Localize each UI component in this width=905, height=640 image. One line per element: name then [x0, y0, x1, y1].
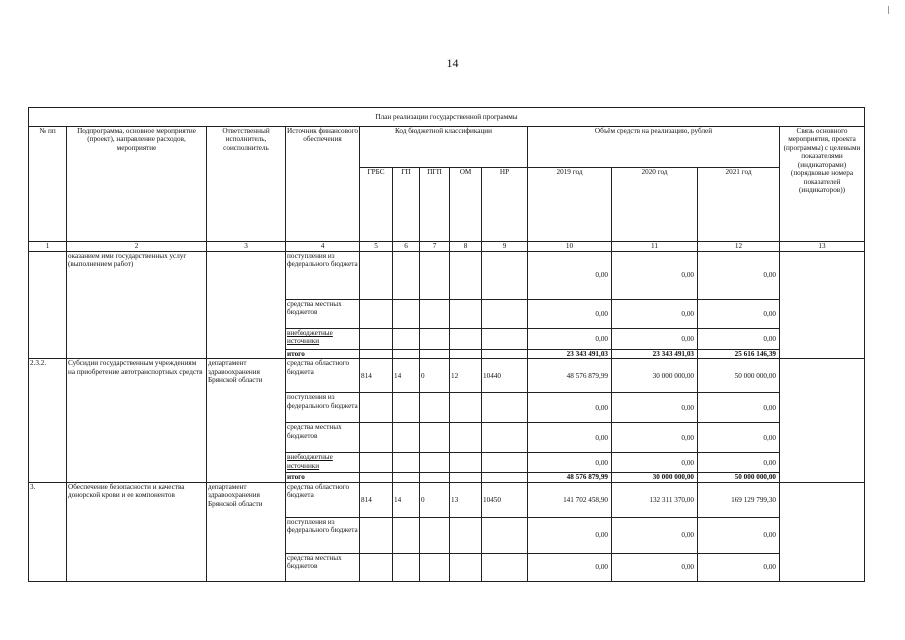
header-2019: 2019 год	[528, 168, 612, 242]
row-source: поступления из федерального бюджета	[286, 252, 360, 300]
value-2019: 0,00	[528, 329, 612, 350]
value-2020: 30 000 000,00	[612, 359, 698, 393]
value-2019: 0,00	[528, 553, 612, 581]
value-2019: 48 576 879,99	[528, 473, 612, 482]
row-source: поступления из федерального бюджета	[286, 393, 360, 423]
value-2020: 132 311 370,00	[612, 482, 698, 517]
row-source: внебюджетные источники	[286, 453, 360, 473]
header-source: Источник финансового обеспечения	[286, 127, 360, 242]
row-name: Субсидии государственным учреждениям на приобретение автотранспортных средств	[67, 359, 207, 482]
value-2019: 0,00	[528, 517, 612, 553]
row-source: средства местных бюджетов	[286, 300, 360, 329]
header-executor: Ответственный исполнитель, соисполнитель	[207, 127, 286, 242]
value-2020: 0,00	[612, 423, 698, 453]
header-gp: ГП	[393, 168, 420, 242]
table-row	[29, 252, 865, 300]
code-gp: 14	[393, 359, 420, 393]
value-2019: 0,00	[528, 393, 612, 423]
value-2019: 0,00	[528, 453, 612, 473]
value-2019: 0,00	[528, 423, 612, 453]
row-source: итого	[286, 473, 360, 482]
value-2021: 0,00	[698, 517, 780, 553]
code-nr: 10450	[482, 482, 528, 517]
table-row	[29, 482, 865, 517]
value-2021: 0,00	[698, 553, 780, 581]
row-link	[780, 252, 865, 359]
row-source: средства областного бюджета	[286, 482, 360, 517]
column-number: 6	[393, 242, 420, 252]
header-code-group: Код бюджетной классификации	[360, 127, 528, 168]
program-plan-table	[28, 107, 865, 582]
header-om: ОМ	[450, 168, 482, 242]
row-executor: департамент здравоохранения Брянской области	[207, 359, 286, 482]
header-name: Подпрограмма, основное мероприятие (проект), направление расходов, мероприятие	[67, 127, 207, 242]
column-number: 13	[780, 242, 865, 252]
row-source: средства местных бюджетов	[286, 423, 360, 453]
value-2019: 48 576 879,99	[528, 359, 612, 393]
code-pgp: 0	[420, 359, 450, 393]
header-2021: 2021 год	[698, 168, 780, 242]
value-2021: 0,00	[698, 393, 780, 423]
value-2021: 169 129 799,30	[698, 482, 780, 517]
scan-mark	[888, 6, 889, 14]
value-2020: 30 000 000,00	[612, 473, 698, 482]
value-2021: 50 000 000,00	[698, 359, 780, 393]
row-name: оказанием ими государственных услуг (выполнением работ)	[67, 252, 207, 359]
column-number: 7	[420, 242, 450, 252]
column-number: 11	[612, 242, 698, 252]
value-2019: 0,00	[528, 300, 612, 329]
header-grbs: ГРБС	[360, 168, 393, 242]
value-2021: 0,00	[698, 252, 780, 300]
header-num: № пп	[29, 127, 67, 242]
header-link: Связь основного мероприятия, проекта (программы) с целевыми показателями (индикаторами) (порядковые номера показателей (индикаторов))	[780, 127, 865, 242]
value-2021: 0,00	[698, 329, 780, 350]
column-number: 2	[67, 242, 207, 252]
row-source: внебюджетные источники	[286, 329, 360, 350]
value-2020: 23 343 491,03	[612, 350, 698, 359]
column-number: 8	[450, 242, 482, 252]
column-number: 3	[207, 242, 286, 252]
table-title: План реализации государственной программы	[29, 108, 865, 127]
row-source: поступления из федерального бюджета	[286, 517, 360, 553]
row-source: итого	[286, 350, 360, 359]
value-2021: 0,00	[698, 300, 780, 329]
header-pgp: ПГП	[420, 168, 450, 242]
column-number: 9	[482, 242, 528, 252]
value-2020: 0,00	[612, 453, 698, 473]
value-2020: 0,00	[612, 393, 698, 423]
value-2020: 0,00	[612, 329, 698, 350]
header-funds-group: Объём средств на реализацию, рублей	[528, 127, 780, 168]
row-link	[780, 359, 865, 482]
value-2020: 0,00	[612, 252, 698, 300]
column-number: 12	[698, 242, 780, 252]
value-2021: 50 000 000,00	[698, 473, 780, 482]
header-2020: 2020 год	[612, 168, 698, 242]
column-number: 4	[286, 242, 360, 252]
value-2020: 0,00	[612, 553, 698, 581]
value-2019: 23 343 491,03	[528, 350, 612, 359]
code-grbs: 814	[360, 482, 393, 517]
row-num: 2.3.2.	[29, 359, 67, 482]
table-row	[29, 359, 865, 393]
row-executor	[207, 252, 286, 359]
code-pgp: 0	[420, 482, 450, 517]
column-number: 5	[360, 242, 393, 252]
row-link	[780, 482, 865, 581]
code-grbs: 814	[360, 359, 393, 393]
row-num: 3.	[29, 482, 67, 581]
value-2019: 141 702 458,90	[528, 482, 612, 517]
header-nr: НР	[482, 168, 528, 242]
code-om: 13	[450, 482, 482, 517]
value-2019: 0,00	[528, 252, 612, 300]
code-om: 12	[450, 359, 482, 393]
code-nr: 10440	[482, 359, 528, 393]
value-2021: 0,00	[698, 423, 780, 453]
value-2020: 0,00	[612, 300, 698, 329]
row-name: Обеспечение безопасности и качества донорской крови и ее компонентов	[67, 482, 207, 581]
row-executor: департамент здравоохранения Брянской области	[207, 482, 286, 581]
code-gp: 14	[393, 482, 420, 517]
row-num	[29, 252, 67, 359]
page-number: 14	[446, 56, 459, 70]
row-source: средства областного бюджета	[286, 359, 360, 393]
value-2021: 25 616 146,39	[698, 350, 780, 359]
column-number: 10	[528, 242, 612, 252]
value-2020: 0,00	[612, 517, 698, 553]
column-number: 1	[29, 242, 67, 252]
row-source: средства местных бюджетов	[286, 553, 360, 581]
value-2021: 0,00	[698, 453, 780, 473]
